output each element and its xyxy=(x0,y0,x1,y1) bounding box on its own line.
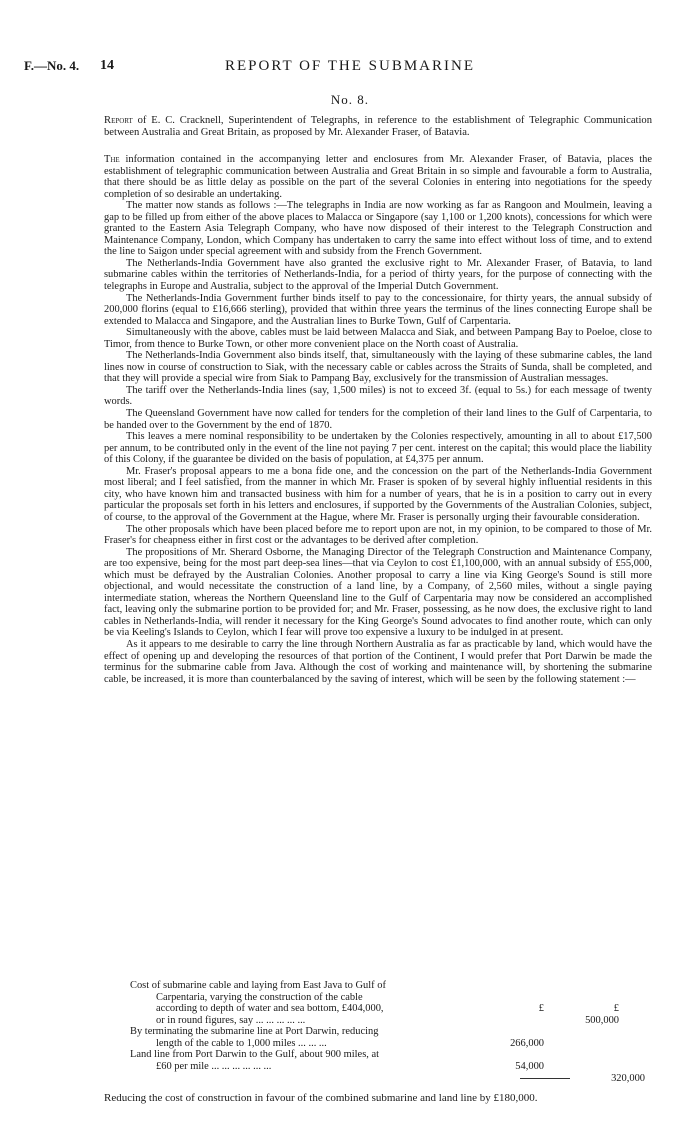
statement-line xyxy=(130,1003,619,1015)
paragraph: As it appears to me desirable to carry the line through Northern Australia as far as practicable by land, which would have the effect of opening up and developing the resources of that portion of the Continent, I would prefer that Port Darwin be made the terminus for the submarine cable from Java. Although the cost of working and maintenance will, by shortening the submarine cable, be increased, it is more than counterbalanced by the saving of interest, which will be seen by the following statement :— xyxy=(104,638,652,685)
statement-item xyxy=(130,1049,652,1072)
column-b-header: £ xyxy=(613,1003,619,1015)
statement-line xyxy=(130,1060,544,1073)
document-reference: F.—No. 4. xyxy=(24,58,80,73)
subtotal-rule xyxy=(520,1078,570,1079)
paragraph: The tariff over the Netherlands-India lines (say, 1,500 miles) is not to exceed 3f. (equal to 5s.) for each message of twenty words. xyxy=(104,384,652,408)
paragraph: Simultaneously with the above, cables must be laid between Malacca and Siak, and between Pampang Bay to Poeloe, close to Timor, from thence to Burke Town, or other more convenient place on the North coast of Australia. xyxy=(104,327,652,350)
statement-subtotal-row xyxy=(130,1072,652,1086)
page-number: 14 xyxy=(100,58,114,73)
paragraph: The matter now stands as follows :—The telegraphs in India are now working as far as Rangoon and Moulmein, leaving a gap to be filled up from either of the above places to Malacca or Singapore (say 1,100 or 1,200 knots), concessions for which were granted to the Eastern Asia Telegraph Company, who have now disposed of their interest to the Telegraph Construction and Maintenance Company, London, which Company has undertaken to carry the same into effect without loss of time, and to extend the line to Saigon under special agreement with and subsidy from the French Government. xyxy=(104,200,652,258)
running-title: REPORT OF THE SUBMARINE xyxy=(225,58,475,74)
heading-text: of E. C. Cracknell, Superintendent of Telegraphs, in reference to the establishment of Telegraphic Communication between Australia and Great Britain, as proposed by Mr. Alexander Fraser, of Batavia. xyxy=(104,115,652,138)
statement-line-text: £60 per mile ... ... ... ... ... ... xyxy=(156,1060,272,1072)
column-a-header: £ xyxy=(538,1003,544,1015)
cost-statement xyxy=(130,980,652,1086)
paragraph: This leaves a mere nominal responsibility to be undertaken by the Colonies respectively, amounting in all to about £17,500 per annum, to be contributed only in the event of the line not paying 7 per cent. interest on the capital; this would place the liability of this Colony, if the guarantee be divided on the basis of population, at £4,375 per annum. xyxy=(104,431,652,466)
paragraph-lead: The xyxy=(104,154,120,165)
statement-line: By terminating the submarine line at Port Darwin, reducing xyxy=(130,1026,379,1038)
paragraph: Mr. Fraser's proposal appears to me a bona fide one, and the concession on the part of the Netherlands-India Government most liberal; and I feel satisfied, from the manner in which Mr. Fraser is spoken of by several highly influential residents in this city, who have known him and transacted business with him for a number of years, that he is in a position to carry out in every particular the proposals set forth in his letters and enclosures, if supported by the Governments of the Australian Colonies, subject, of course, to the approval of the Government at the Hague, where Mr. Fraser is personally urging their favourable consideration. xyxy=(104,465,652,523)
paragraph: The propositions of Mr. Sherard Osborne, the Managing Director of the Telegraph Construction and Maintenance Company, are too expensive, being for the most part deep-sea lines—that via Ceylon to cost £1,100,000, with an annual subsidy of £55,000, which must be defrayed by the Australian Colonies. Another proposal to carry a line via King George's Sound is still more objectional, and would necessitate the construction of a land line, by a Company, of 2,560 miles, without a single paying intermediate station, whereas the Northern Queensland line to the Gulf of Carpentaria may now be considered an accomplished fact, leaving only the submarine portion to be provided for; and Mr. Fraser, possessing, as he now does, the exclusive right to land cables in Netherlands-India, will render it necessary for the King George's Sound advocates to find another route, which can only be via Keeling's Islands to Ceylon, which I fear will prove too expensive a luxury to be indulged in at present. xyxy=(104,546,652,639)
amount-subtotal: 320,000 xyxy=(611,1073,645,1085)
heading-lead: Report xyxy=(104,115,133,126)
paragraph: The Netherlands-India Government further binds itself to pay to the concessionaire, for thirty years, the annual subsidy of 200,000 florins (equal to £16,666 sterling), provided that within three years the terminus of the lines connecting Europe shall be extended to Malacca and Singapore, and the Australian lines to Burke Town, Gulf of Carpentaria. xyxy=(104,292,652,327)
statement-line: Cost of submarine cable and laying from East Java to Gulf of xyxy=(130,980,386,991)
paragraph xyxy=(104,154,652,200)
report-body xyxy=(104,154,652,685)
conclusion: Reducing the cost of construction in favour of the combined submarine and land line by £180,000. xyxy=(104,1092,538,1104)
paragraph: The Queensland Government have now called for tenders for the completion of their land lines to the Gulf of Carpentaria, to be handed over to the Government by the end of 1870. xyxy=(104,408,652,431)
statement-item xyxy=(130,1026,652,1049)
paragraph: The Netherlands-India Government have also granted the exclusive right to Mr. Alexander Fraser, of Batavia, to land submarine cables within the territories of Netherlands-India, for a period of thirty years, for the purpose of connecting with the telegraphs in Europe and Australia, subject to the approval of the Imperial Dutch Government. xyxy=(104,257,652,293)
paragraph: The other proposals which have been placed before me to report upon are not, in my opinion, to be compared to those of Mr. Fraser's for cheapness either in first cost or the advantages to be derived after completion. xyxy=(104,523,652,547)
statement-line: Land line from Port Darwin to the Gulf, about 900 miles, at xyxy=(130,1049,380,1061)
amount-land-line: 54,000 xyxy=(515,1060,544,1072)
statement-line xyxy=(130,1037,544,1050)
statement-item xyxy=(130,980,652,1026)
report-heading xyxy=(104,115,652,139)
statement-line: Carpentaria, varying the construction of the cable xyxy=(156,991,363,1003)
page-header xyxy=(0,58,700,74)
statement-line-text: according to depth of water and sea bottom, £404,000, xyxy=(156,1003,384,1015)
paragraph-text: information contained in the accompanying letter and enclosures from Mr. Alexander Fraser, of Batavia, places the establishment of telegraphic communication between Australia and Great Britain in so simple and favourable a form to Australia, that there should be as little delay as possible on the part of the several Colonies in entering into negotiations for the speedy completion of so desirable an undertaking. xyxy=(104,154,652,200)
paragraph: The Netherlands-India Government also binds itself, that, simultaneously with the laying of these submarine cables, the land lines now in course of construction to Siak, with the necessary cable or cables across the Straits of Sunda, shall be completed, and that they will provide a special wire from Siak to Pampang Bay, exclusively for the transmission of Australian messages. xyxy=(104,350,652,385)
statement-line-text: length of the cable to 1,000 miles ... ... ... xyxy=(156,1037,327,1049)
statement-line xyxy=(130,1014,619,1027)
amount-port-darwin: 266,000 xyxy=(510,1037,544,1049)
statement-line-text: or in round figures, say ... ... ... ... ... xyxy=(156,1014,306,1026)
amount-cable-cost: 500,000 xyxy=(585,1014,619,1026)
section-number: No. 8. xyxy=(330,92,370,107)
